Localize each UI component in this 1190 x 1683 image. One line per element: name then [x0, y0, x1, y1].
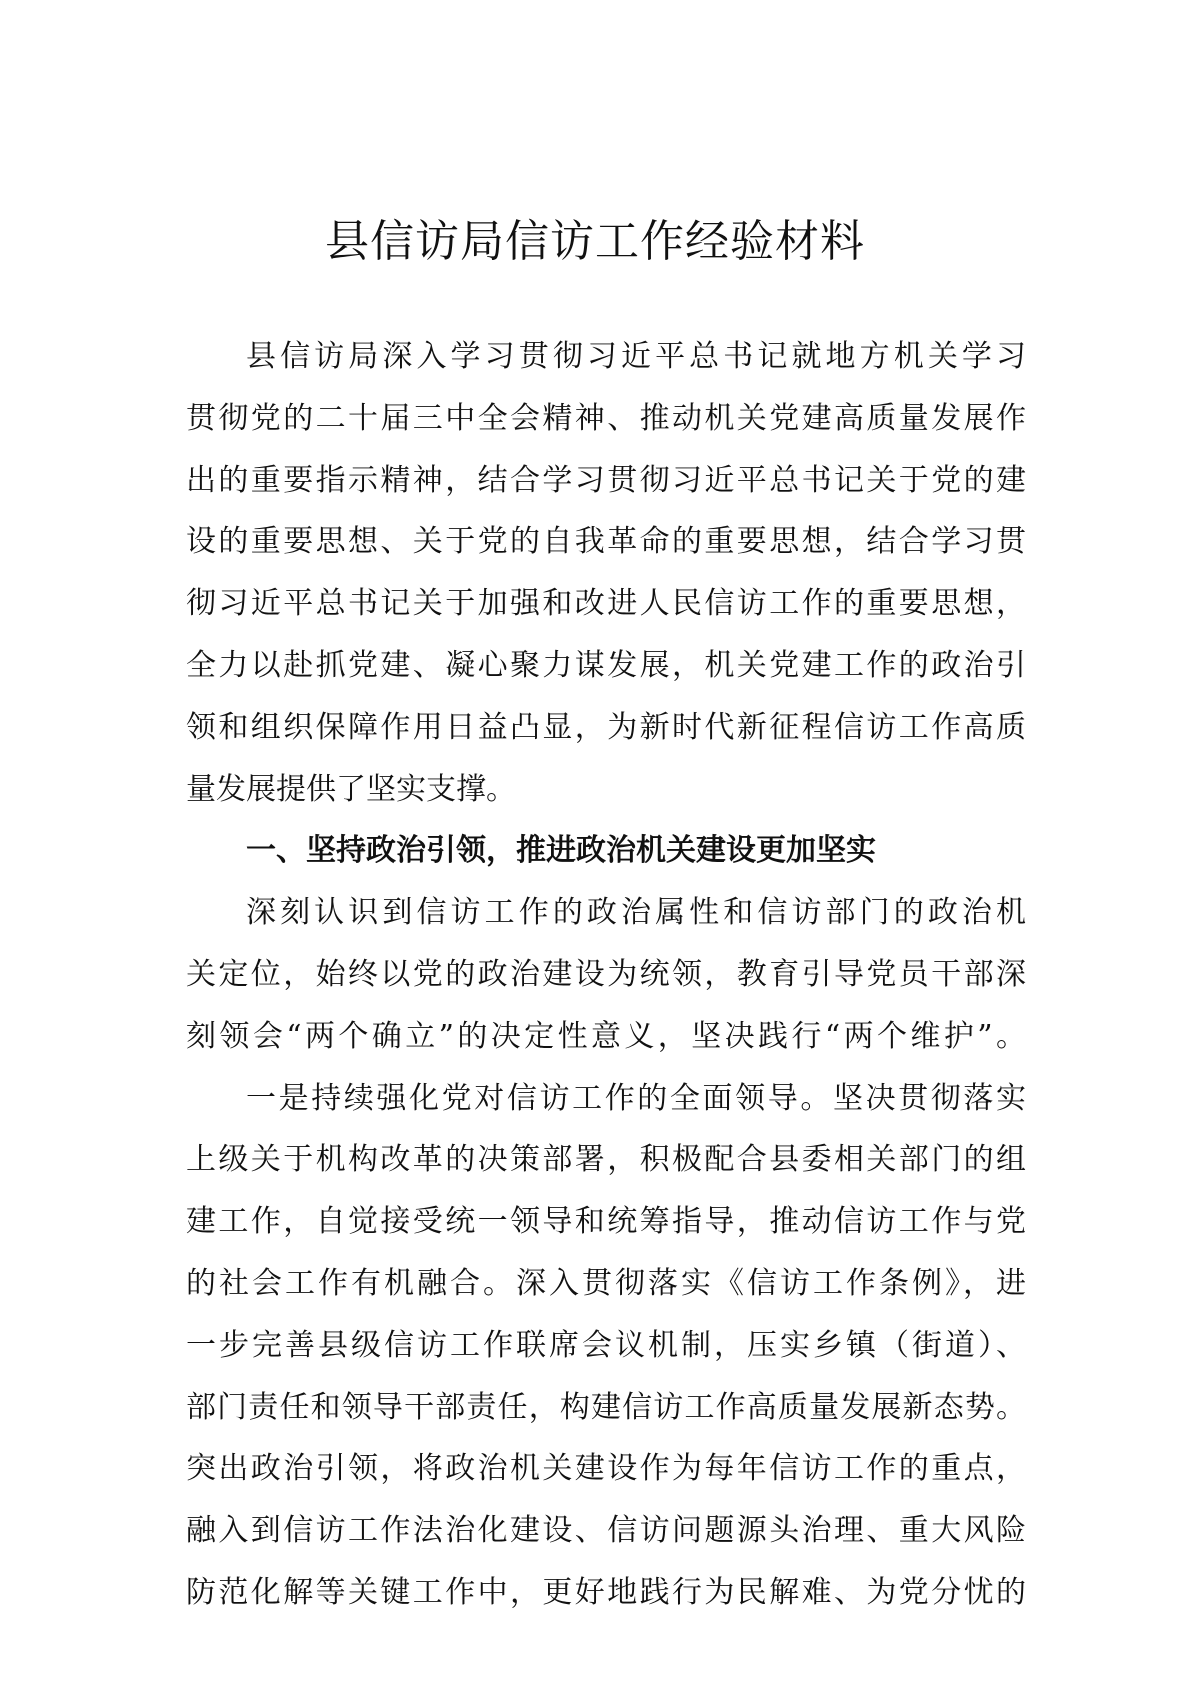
paragraph-line: 建工作，自觉接受统一领导和统筹指导，推动信访工作与党	[186, 1204, 1026, 1240]
paragraph-line: 县信访局深入学习贯彻习近平总书记就地方机关学习	[246, 339, 1026, 374]
paragraph-line: 刻领会“两个确立”的决定性意义，坚决践行“两个维护”。	[186, 1018, 1026, 1054]
paragraph-line: 贯彻党的二十届三中全会精神、推动机关党建高质量发展作	[186, 400, 1026, 436]
paragraph-line: 融入到信访工作法治化建设、信访问题源头治理、重大风险	[186, 1513, 1026, 1549]
paragraph-line: 一步完善县级信访工作联席会议机制，压实乡镇（街道）、	[186, 1327, 1026, 1363]
paragraph-line: 全力以赴抓党建、凝心聚力谋发展，机关党建工作的政治引	[186, 648, 1026, 683]
paragraph-line: 一是持续强化党对信访工作的全面领导。坚决贯彻落实	[246, 1080, 1026, 1116]
paragraph-line: 领和组织保障作用日益凸显，为新时代新征程信访工作高质	[186, 709, 1026, 745]
document-title: 县信访局信访工作经验材料	[325, 216, 865, 267]
paragraph-line: 防范化解等关键工作中，更好地践行为民解难、为党分忧的	[186, 1575, 1026, 1610]
paragraph-line: 部门责任和领导干部责任，构建信访工作高质量发展新态势。	[186, 1389, 1026, 1425]
paragraph-line: 突出政治引领，将政治机关建设作为每年信访工作的重点，	[186, 1451, 1026, 1487]
paragraph-line: 出的重要指示精神，结合学习贯彻习近平总书记关于党的建	[186, 462, 1026, 498]
paragraph-line: 的社会工作有机融合。深入贯彻落实《信访工作条例》，进	[186, 1266, 1026, 1301]
section-heading: 一、坚持政治引领，推进政治机关建设更加坚实	[246, 833, 876, 869]
paragraph-line: 深刻认识到信访工作的政治属性和信访部门的政治机	[246, 895, 1026, 931]
paragraph-line: 上级关于机构改革的决策部署，积极配合县委相关部门的组	[186, 1142, 1026, 1178]
paragraph-line: 关定位，始终以党的政治建设为统领，教育引导党员干部深	[186, 957, 1026, 992]
paragraph-line: 量发展提供了坚实支撑。	[186, 771, 516, 807]
paragraph-line: 彻习近平总书记关于加强和改进人民信访工作的重要思想，	[186, 586, 1026, 622]
paragraph-line: 设的重要思想、关于党的自我革命的重要思想，结合学习贯	[186, 524, 1026, 560]
